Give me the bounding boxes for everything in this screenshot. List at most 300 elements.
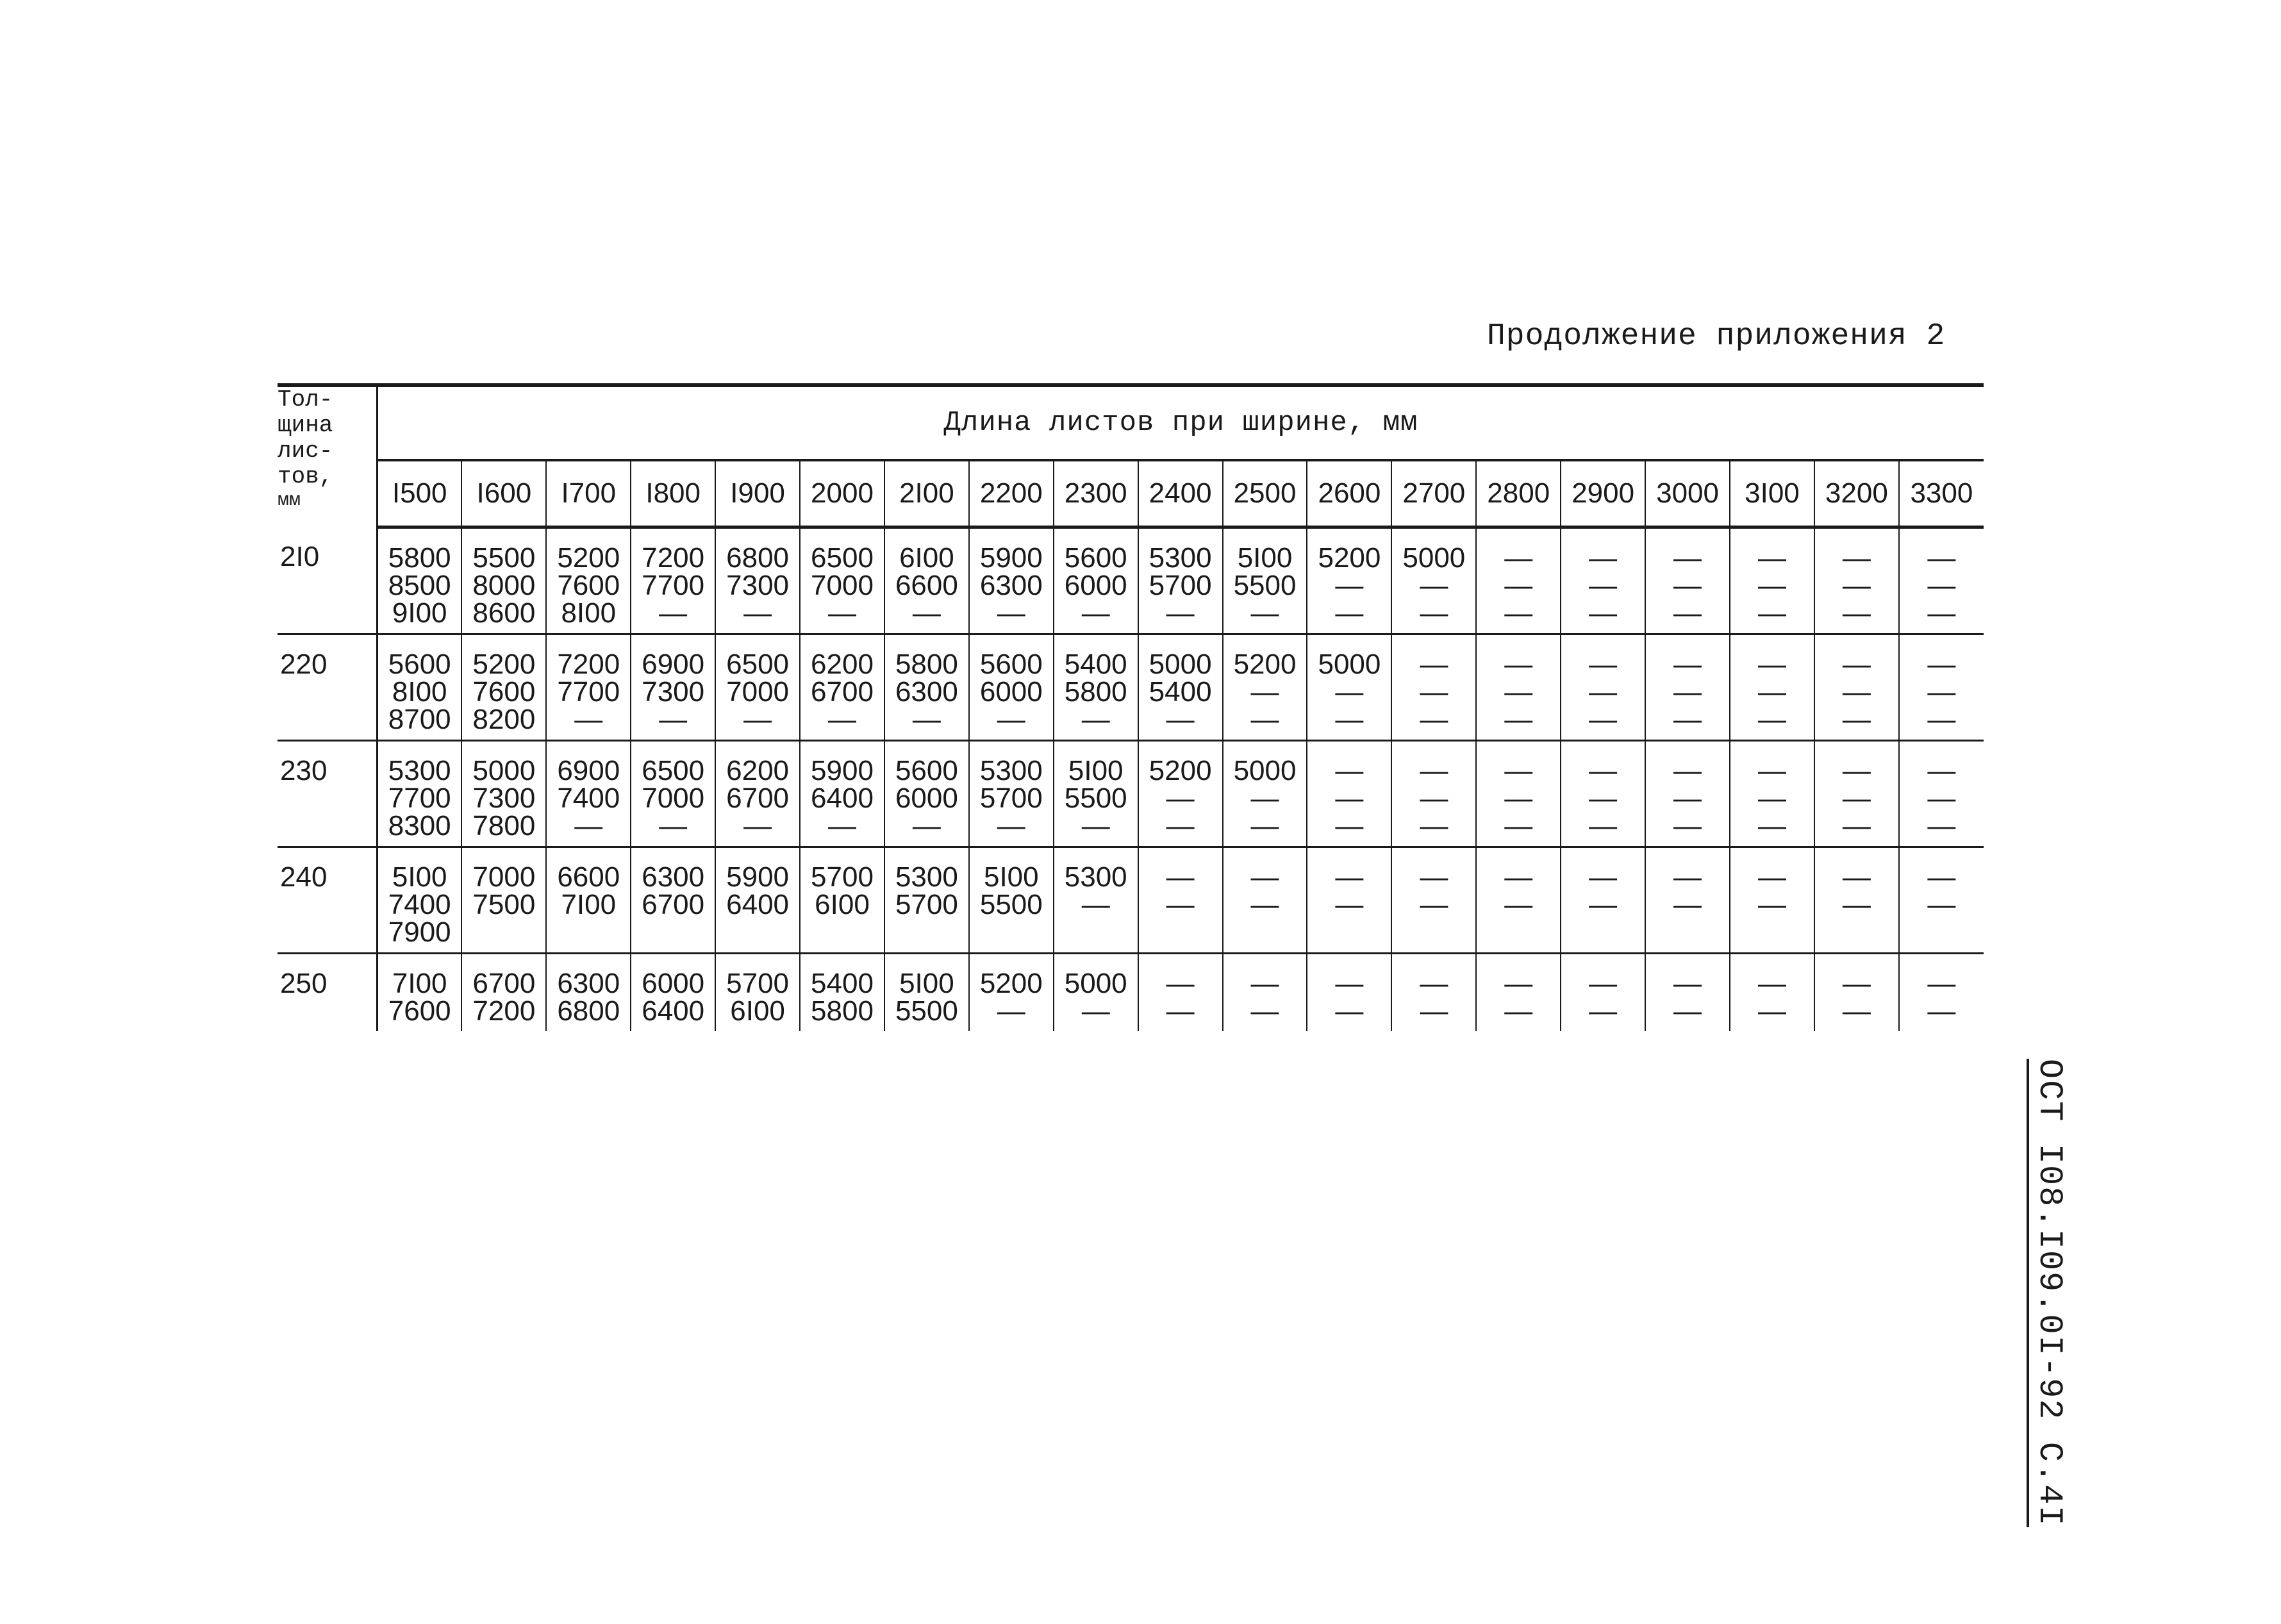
width-header-cell: I700 — [546, 460, 631, 527]
length-cell — [546, 847, 631, 954]
length-value: — — [1842, 570, 1871, 601]
length-value: 8000 — [472, 570, 536, 601]
length-cell — [800, 741, 884, 847]
length-value: — — [1927, 570, 1956, 601]
length-value: — — [1842, 704, 1871, 735]
length-cell — [1899, 527, 1984, 634]
length-value: 7900 — [388, 916, 451, 948]
length-cell — [1561, 634, 1645, 741]
length-cell — [1476, 847, 1561, 954]
length-cell — [631, 634, 715, 741]
length-value: — — [1589, 755, 1618, 786]
length-value: — — [1250, 676, 1279, 708]
length-value: 7600 — [472, 676, 536, 708]
length-value: 7200 — [642, 542, 705, 574]
length-value: 5400 — [1064, 649, 1127, 680]
thickness-header-line: щина — [278, 412, 333, 438]
length-value: — — [1757, 755, 1786, 786]
length-value: 5200 — [1149, 755, 1212, 786]
length-cell — [1899, 634, 1984, 741]
length-value: — — [1673, 570, 1702, 601]
length-value: 5700 — [895, 889, 958, 920]
length-cell — [546, 634, 631, 741]
thickness-cell: 220 — [278, 634, 377, 741]
length-value: — — [1504, 995, 1533, 1027]
length-value: 5200 — [979, 968, 1043, 999]
length-value: — — [1589, 968, 1618, 999]
length-value: — — [1842, 676, 1871, 708]
length-cell — [1307, 634, 1391, 741]
length-cell — [461, 847, 546, 954]
length-cell — [1561, 527, 1645, 634]
length-value: 6300 — [642, 861, 705, 893]
length-cell — [1899, 847, 1984, 954]
length-value: — — [1420, 570, 1448, 601]
thickness-cell: 230 — [278, 741, 377, 847]
length-cell — [1391, 527, 1476, 634]
length-cell — [715, 741, 800, 847]
length-value: — — [1335, 995, 1364, 1027]
length-value: 5500 — [1233, 570, 1297, 601]
length-value: 6I00 — [815, 889, 870, 920]
table-row — [278, 634, 1984, 741]
length-value: — — [827, 810, 856, 841]
length-value: — — [1504, 889, 1533, 920]
length-value: 6900 — [557, 755, 620, 786]
length-value: 5800 — [388, 542, 451, 574]
length-cell — [800, 954, 884, 1032]
length-cell — [461, 954, 546, 1032]
length-cell — [377, 741, 462, 847]
length-value: 5800 — [811, 995, 874, 1027]
length-value: — — [1842, 755, 1871, 786]
table-row — [278, 847, 1984, 954]
length-value: — — [1757, 968, 1786, 999]
thickness-cell: 250 — [280, 968, 328, 999]
length-cell — [1561, 847, 1645, 954]
length-value: — — [1842, 649, 1871, 680]
length-value: — — [912, 704, 941, 735]
length-value: 5200 — [472, 649, 536, 680]
length-value: — — [1335, 597, 1364, 629]
length-cell — [1054, 954, 1138, 1032]
length-cell — [1730, 847, 1814, 954]
length-value: — — [1081, 889, 1110, 920]
length-value: 6700 — [472, 968, 536, 999]
length-value: — — [1842, 783, 1871, 814]
length-value: 6000 — [895, 783, 958, 814]
length-value: — — [1504, 861, 1533, 893]
length-value: 5700 — [1149, 570, 1212, 601]
length-value: — — [1250, 810, 1279, 841]
length-value: — — [1420, 649, 1448, 680]
length-cell — [1730, 634, 1814, 741]
length-value: 7200 — [557, 649, 620, 680]
length-value: 7500 — [472, 889, 536, 920]
length-value: — — [1589, 810, 1618, 841]
table-row — [278, 527, 1984, 634]
length-value: — — [1250, 783, 1279, 814]
thickness-header-line: тов, — [278, 463, 333, 490]
length-value: — — [1589, 570, 1618, 601]
length-value: — — [1589, 542, 1618, 574]
length-value: — — [1504, 649, 1533, 680]
length-value: — — [1673, 704, 1702, 735]
length-value: 7700 — [388, 783, 451, 814]
length-value: 5500 — [979, 889, 1043, 920]
length-value: — — [1335, 968, 1364, 999]
length-value: — — [574, 810, 603, 841]
length-value: 5500 — [895, 995, 958, 1027]
width-header-cell: 2200 — [969, 460, 1054, 527]
length-value: — — [1166, 704, 1195, 735]
length-value: — — [1250, 597, 1279, 629]
length-cell — [715, 634, 800, 741]
length-cell — [631, 527, 715, 634]
length-cell — [1645, 847, 1730, 954]
length-value: 6300 — [557, 968, 620, 999]
length-value: 5000 — [1402, 542, 1466, 574]
length-value: 5500 — [1064, 783, 1127, 814]
length-value: — — [1589, 597, 1618, 629]
width-header-cell: 2700 — [1391, 460, 1476, 527]
length-value: 7000 — [642, 783, 705, 814]
length-cell — [969, 634, 1054, 741]
length-value: — — [1757, 783, 1786, 814]
length-value: 5000 — [1233, 755, 1297, 786]
length-value: 8300 — [388, 810, 451, 841]
length-value: 7600 — [388, 995, 451, 1027]
length-value: — — [1589, 704, 1618, 735]
length-value: — — [1673, 783, 1702, 814]
length-value: 7800 — [472, 810, 536, 841]
length-value: 6200 — [811, 649, 874, 680]
length-cell — [1307, 741, 1391, 847]
length-value: 5300 — [895, 861, 958, 893]
length-value: — — [1420, 755, 1448, 786]
length-value: 7700 — [557, 676, 620, 708]
length-cell — [377, 954, 462, 1032]
thickness-column-header — [278, 385, 377, 527]
length-value: — — [1757, 995, 1786, 1027]
length-value: — — [912, 597, 941, 629]
length-value: 5300 — [1064, 861, 1127, 893]
length-value: — — [1589, 676, 1618, 708]
length-value: — — [1589, 995, 1618, 1027]
length-value: — — [1589, 861, 1618, 893]
length-value: 6000 — [642, 968, 705, 999]
length-value: 8500 — [388, 570, 451, 601]
length-value: 7600 — [557, 570, 620, 601]
width-header-cell: 3I00 — [1730, 460, 1814, 527]
length-value: — — [1420, 704, 1448, 735]
length-value: — — [1757, 889, 1786, 920]
length-value: — — [1250, 968, 1279, 999]
length-value: — — [1842, 995, 1871, 1027]
length-cell — [800, 634, 884, 741]
length-value: — — [997, 995, 1025, 1027]
length-cell — [1138, 527, 1223, 634]
length-value: — — [1673, 755, 1702, 786]
length-value: — — [1504, 542, 1533, 574]
length-value: 6I00 — [899, 542, 954, 574]
length-value: — — [1081, 810, 1110, 841]
length-value: — — [1673, 676, 1702, 708]
length-value: 6500 — [642, 755, 705, 786]
width-header-cell: I900 — [715, 460, 800, 527]
width-header-cell: 2000 — [800, 460, 884, 527]
length-cell — [1814, 527, 1899, 634]
length-cell — [969, 741, 1054, 847]
length-value: — — [1420, 783, 1448, 814]
width-header-cell: I500 — [377, 460, 462, 527]
length-cell — [1814, 741, 1899, 847]
length-value: — — [1504, 704, 1533, 735]
length-value: — — [1504, 968, 1533, 999]
length-value: 6800 — [557, 995, 620, 1027]
length-value: 7300 — [642, 676, 705, 708]
length-value: — — [1081, 704, 1110, 735]
table-row — [278, 741, 1984, 847]
length-cell — [1138, 847, 1223, 954]
length-cell — [884, 847, 969, 954]
length-value: — — [1166, 861, 1195, 893]
width-header-cell: 2400 — [1138, 460, 1223, 527]
length-value: — — [1927, 542, 1956, 574]
length-value: 5700 — [979, 783, 1043, 814]
length-cell — [1391, 954, 1476, 1032]
length-cell — [1476, 954, 1561, 1032]
length-cell — [715, 847, 800, 954]
length-cell — [1138, 954, 1223, 1032]
length-value: 7I00 — [392, 968, 447, 999]
length-value: 5I00 — [983, 861, 1039, 893]
length-value: — — [1420, 995, 1448, 1027]
length-value: — — [1250, 889, 1279, 920]
length-value: 5300 — [979, 755, 1043, 786]
length-value: — — [1335, 810, 1364, 841]
length-value: 5600 — [979, 649, 1043, 680]
length-value: 7200 — [472, 995, 536, 1027]
length-value: — — [912, 810, 941, 841]
length-cell — [1730, 527, 1814, 634]
length-value: 5300 — [1149, 542, 1212, 574]
length-value: 5600 — [1064, 542, 1127, 574]
length-value: 5700 — [811, 861, 874, 893]
length-cell — [1645, 741, 1730, 847]
length-value: 5900 — [811, 755, 874, 786]
width-header-cell: 2800 — [1476, 460, 1561, 527]
thickness-header-line: лис- — [278, 438, 333, 464]
length-cell — [631, 741, 715, 847]
length-value: — — [1589, 649, 1618, 680]
length-value: — — [1335, 889, 1364, 920]
length-value: — — [1757, 704, 1786, 735]
length-value: — — [1673, 861, 1702, 893]
length-value: 8I00 — [392, 676, 447, 708]
length-value: — — [1927, 704, 1956, 735]
length-value: 6500 — [726, 649, 790, 680]
length-value: — — [1757, 810, 1786, 841]
length-cell — [1899, 954, 1984, 1032]
length-value: — — [997, 810, 1025, 841]
length-value: — — [1842, 542, 1871, 574]
length-value: — — [1842, 597, 1871, 629]
length-value: — — [1166, 783, 1195, 814]
length-value: 6900 — [642, 649, 705, 680]
length-cell — [1476, 527, 1561, 634]
length-value: — — [659, 597, 688, 629]
width-header-cell: 2I00 — [884, 460, 969, 527]
length-value: — — [1927, 649, 1956, 680]
length-value: 7I00 — [561, 889, 617, 920]
length-cell — [884, 741, 969, 847]
length-cell — [1223, 847, 1307, 954]
length-cell — [461, 527, 546, 634]
length-cell — [969, 527, 1054, 634]
length-value: 7000 — [726, 676, 790, 708]
length-value: — — [1757, 542, 1786, 574]
length-cell — [884, 954, 969, 1032]
length-value: — — [1842, 968, 1871, 999]
length-value: 7400 — [557, 783, 620, 814]
length-cell — [1645, 954, 1730, 1032]
length-cell — [1899, 741, 1984, 847]
length-cell — [1561, 954, 1645, 1032]
length-value: — — [1842, 810, 1871, 841]
thickness-header-line: мм — [278, 490, 301, 511]
length-value: — — [1757, 649, 1786, 680]
length-value: — — [1757, 570, 1786, 601]
length-value: 7000 — [472, 861, 536, 893]
length-cell — [884, 527, 969, 634]
length-value: 8200 — [472, 704, 536, 735]
length-value: 5600 — [895, 755, 958, 786]
thickness-cell: 240 — [278, 847, 377, 954]
length-cell — [546, 527, 631, 634]
length-value: — — [1757, 676, 1786, 708]
length-value: 5I00 — [899, 968, 954, 999]
length-cell — [631, 847, 715, 954]
table-title: Длина листов при ширине, мм — [377, 385, 1984, 460]
length-value: — — [827, 704, 856, 735]
length-cell — [546, 954, 631, 1032]
length-value: — — [743, 597, 772, 629]
length-value: — — [1420, 889, 1448, 920]
length-value: 5000 — [1149, 649, 1212, 680]
length-value: 6200 — [726, 755, 790, 786]
length-value: — — [1335, 676, 1364, 708]
length-cell — [631, 954, 715, 1032]
length-value: — — [1335, 861, 1364, 893]
length-value: — — [1335, 783, 1364, 814]
length-value: — — [1927, 889, 1956, 920]
length-value: — — [659, 810, 688, 841]
length-value: — — [1420, 676, 1448, 708]
length-value: — — [1420, 597, 1448, 629]
length-value: 7000 — [811, 570, 874, 601]
length-value: — — [1335, 704, 1364, 735]
length-value: — — [1927, 676, 1956, 708]
length-value: 8I00 — [561, 597, 617, 629]
length-value: — — [1420, 861, 1448, 893]
length-value: 5400 — [811, 968, 874, 999]
length-value: 6600 — [557, 861, 620, 893]
length-cell — [1307, 954, 1391, 1032]
length-value: 6800 — [726, 542, 790, 574]
length-value: — — [1166, 968, 1195, 999]
length-value: — — [997, 704, 1025, 735]
length-value: — — [1673, 597, 1702, 629]
length-value: — — [1673, 889, 1702, 920]
length-value: 5700 — [726, 968, 790, 999]
length-cell — [1730, 954, 1814, 1032]
length-value: 5I00 — [1068, 755, 1124, 786]
length-value: — — [1166, 995, 1195, 1027]
length-value: — — [1757, 597, 1786, 629]
length-value: 7300 — [472, 783, 536, 814]
length-cell — [1138, 634, 1223, 741]
length-value: 5200 — [1318, 542, 1381, 574]
length-cell — [377, 847, 462, 954]
length-value: 6400 — [726, 889, 790, 920]
length-value: 5400 — [1149, 676, 1212, 708]
length-value: — — [1335, 570, 1364, 601]
length-value: — — [1420, 810, 1448, 841]
length-cell — [800, 847, 884, 954]
length-value: 5000 — [1318, 649, 1381, 680]
length-value: 7400 — [388, 889, 451, 920]
length-value: — — [1589, 783, 1618, 814]
length-value: — — [1335, 755, 1364, 786]
length-value: — — [1504, 570, 1533, 601]
length-value: 9I00 — [392, 597, 447, 629]
length-value: — — [1927, 755, 1956, 786]
length-value: 6400 — [642, 995, 705, 1027]
length-cell — [1054, 634, 1138, 741]
length-cell — [1054, 847, 1138, 954]
thickness-cell: 2I0 — [278, 527, 377, 634]
length-value: — — [1673, 995, 1702, 1027]
length-value: 8600 — [472, 597, 536, 629]
length-value: — — [1927, 861, 1956, 893]
length-value: — — [1673, 810, 1702, 841]
length-value: 6300 — [895, 676, 958, 708]
length-value: — — [1927, 995, 1956, 1027]
length-cell — [377, 527, 462, 634]
length-value: — — [1081, 597, 1110, 629]
length-value: — — [1504, 676, 1533, 708]
length-value: 5000 — [1064, 968, 1127, 999]
length-value: 6300 — [979, 570, 1043, 601]
width-header-cell: 2300 — [1054, 460, 1138, 527]
length-cell — [1391, 847, 1476, 954]
length-value: — — [827, 597, 856, 629]
length-value: 5300 — [388, 755, 451, 786]
width-header-cell: 3300 — [1899, 460, 1984, 527]
length-value: 8700 — [388, 704, 451, 735]
length-value: — — [1673, 649, 1702, 680]
length-value: 6000 — [979, 676, 1043, 708]
length-cell — [546, 741, 631, 847]
length-cell — [1223, 527, 1307, 634]
length-value: 6600 — [895, 570, 958, 601]
length-value: — — [1250, 995, 1279, 1027]
length-cell — [715, 954, 800, 1032]
width-header-row — [278, 460, 1984, 527]
length-cell — [800, 527, 884, 634]
length-value: — — [1166, 889, 1195, 920]
